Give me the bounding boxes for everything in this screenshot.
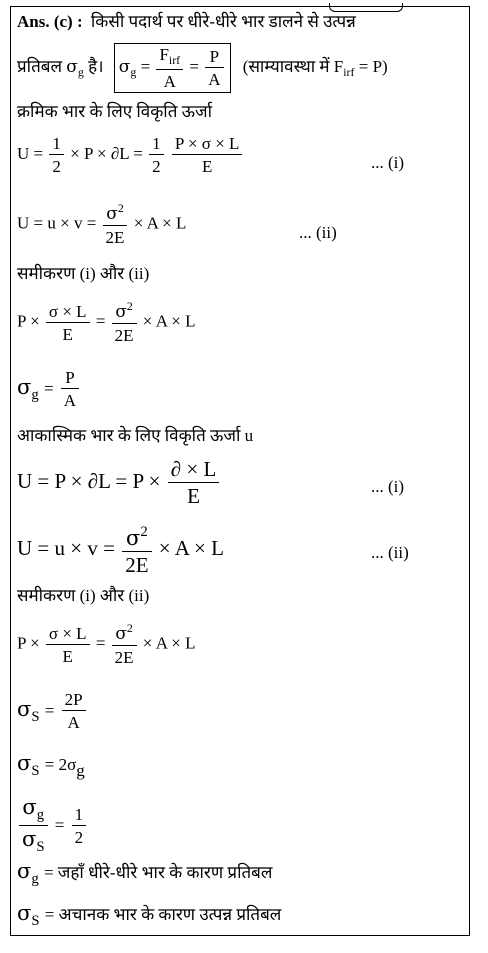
frac-num: P (61, 369, 79, 389)
answer-intro-text: किसी पदार्थ पर धीरे-धीरे भार डालने से उत्पन्न (90, 12, 356, 31)
sigma-sub: S (31, 763, 40, 780)
frac-num: 2P (62, 691, 86, 711)
equilibrium-note-sub: irf (343, 65, 355, 80)
fraction-half (49, 135, 64, 175)
sup-2: 2 (140, 524, 148, 540)
boxed-sigma-sub: g (130, 65, 137, 80)
eq-text: P × (17, 633, 40, 653)
frac-den: 2E (105, 228, 125, 248)
frac-num: 1 (72, 806, 87, 826)
equilibrium-note-end: = P) (358, 56, 388, 76)
eq-text: = 2σ (44, 755, 77, 774)
eq-text: U = u × v = (17, 536, 115, 561)
frac-num-2: 1 (149, 135, 164, 155)
frac-num: ∂ × L (168, 459, 220, 483)
eq-label-ii: ... (ii) (299, 223, 337, 242)
frac-P: P (205, 48, 223, 68)
frac-den: E (62, 324, 73, 344)
sigma: σ (106, 204, 118, 225)
sudden-eq-6 (17, 797, 88, 855)
equilibrium-note: (साम्यावस्था में F (242, 56, 344, 76)
fraction-d-L-E (168, 459, 220, 507)
definition-text: = अचानक भार के कारण उत्पन्न प्रतिबल (44, 905, 282, 924)
eq-text-right: × A × L (133, 213, 187, 233)
sigma: σ (22, 795, 37, 819)
eq-text: U = u × v = (17, 213, 97, 233)
boxed-sigma: σ (118, 56, 131, 77)
eq-sign: = (95, 633, 106, 653)
fraction-sigma2-2E (112, 623, 137, 666)
frac-den: 2 (52, 157, 61, 176)
sudden-eq-5 (17, 753, 85, 779)
fraction-sigma2-2E (122, 525, 151, 576)
sigma-sub: g (31, 386, 39, 403)
eq-label-i-2: ... (i) (371, 477, 405, 496)
eq-text: P × (17, 311, 40, 331)
gradual-eq-3 (17, 301, 196, 344)
frac-F-sub: irf (168, 53, 181, 68)
frac-den-3: E (201, 157, 213, 176)
eq-text: U = P × ∂L = P × (17, 468, 161, 493)
fraction-P-sigma-L (172, 135, 243, 175)
frac-num-3: P × σ × L (172, 135, 243, 155)
fraction-sigma-L-E (46, 625, 90, 665)
fraction-sigma-g-sigma-s (19, 797, 48, 855)
sigma-sub: g (31, 871, 39, 888)
sudden-eq-1 (17, 459, 221, 507)
sigma-subscript: g (77, 65, 84, 80)
sigma: σ (17, 901, 32, 925)
frac-den: 2 (74, 827, 84, 847)
sigma: σ (17, 374, 32, 399)
fraction-1-2 (72, 806, 87, 846)
fraction-P-A (61, 369, 79, 409)
sigma: σ (17, 751, 32, 775)
combine-equations-text-2: समीकरण (i) और (ii) (17, 586, 150, 605)
top-edge-decoration (329, 3, 403, 12)
gradual-eq-4 (17, 369, 81, 409)
fraction-sigma-L-E (46, 303, 90, 343)
sigma-sub-2: S (36, 838, 45, 855)
fraction-2P-A (62, 691, 86, 731)
boxed-fraction-1 (156, 46, 183, 90)
sigma-sub: S (31, 708, 40, 725)
frac-num: 1 (49, 135, 64, 155)
eq-text-mid: × P × ∂L = (70, 143, 143, 163)
definition-line (17, 43, 388, 93)
boxed-eq-2: = (189, 56, 199, 76)
sigma: σ (115, 624, 127, 645)
answer-label: Ans. (c) : (17, 12, 83, 31)
eq-text-right: × A × L (142, 311, 196, 331)
fraction-sigma2-2E (112, 301, 137, 344)
frac-den: 2E (125, 552, 149, 577)
fraction-sigma2-2E (103, 203, 128, 246)
frac-num: σ × L (46, 625, 90, 645)
sup-2: 2 (117, 201, 124, 215)
sudden-load-heading: आकास्मिक भार के लिए विकृति ऊर्जा u (17, 426, 254, 445)
frac-num: σ × L (46, 303, 90, 323)
boxed-formula (114, 43, 231, 93)
frac-den: A (63, 391, 77, 410)
sudden-eq-2 (17, 525, 224, 576)
eq-sign: = (44, 700, 55, 720)
sigma-sub-2: g (76, 760, 85, 780)
gradual-load-heading: क्रमिक भार के लिए विकृति ऊर्जा (17, 102, 212, 121)
frac-den: A (67, 713, 80, 732)
eq-text-right: × A × L (142, 633, 196, 653)
frac-A: A (163, 72, 176, 92)
definition-text: प्रतिबल (17, 56, 62, 76)
eq-sign: = (43, 378, 54, 398)
sigma: σ (17, 859, 32, 883)
eq-sign: = (95, 311, 106, 331)
gradual-eq-2 (17, 203, 186, 246)
frac-den-2: 2E (114, 648, 134, 668)
sigma: σ (126, 525, 141, 550)
eq-text: U = (17, 143, 44, 163)
gradual-eq-1 (17, 135, 244, 175)
sigma-2: σ (22, 826, 37, 851)
sudden-eq-3 (17, 623, 196, 666)
sigma-sub: S (31, 913, 40, 930)
combine-equations-text: समीकरण (i) और (ii) (17, 264, 150, 283)
definition-sigma-g (17, 861, 272, 887)
sudden-eq-4 (17, 691, 88, 731)
frac-den: E (187, 484, 200, 508)
sigma: σ (115, 302, 127, 323)
definition-text-end: है। (88, 56, 104, 76)
frac-A-2: A (208, 70, 221, 90)
answer-box (10, 6, 470, 936)
frac-den-2: 2 (152, 157, 161, 176)
sigma: σ (17, 696, 32, 721)
sup-2: 2 (126, 621, 133, 635)
frac-F: F (159, 45, 169, 64)
fraction-half-2 (149, 135, 164, 175)
boxed-fraction-2 (205, 48, 223, 88)
definition-text: = जहाँ धीरे-धीरे भार के कारण प्रतिबल (43, 863, 273, 882)
definition-sigma-s (17, 903, 281, 929)
sigma-symbol: σ (66, 56, 78, 77)
frac-den-2: 2E (114, 326, 134, 346)
boxed-eq: = (140, 56, 151, 76)
frac-den: E (62, 646, 73, 666)
eq-text-right: × A × L (158, 536, 224, 561)
eq-label-ii-2: ... (ii) (371, 543, 409, 562)
eq-label-i: ... (i) (371, 153, 405, 172)
eq-sign: = (54, 815, 65, 835)
answer-header (17, 13, 356, 30)
sup-2: 2 (126, 299, 133, 313)
sigma-sub: g (36, 807, 45, 824)
